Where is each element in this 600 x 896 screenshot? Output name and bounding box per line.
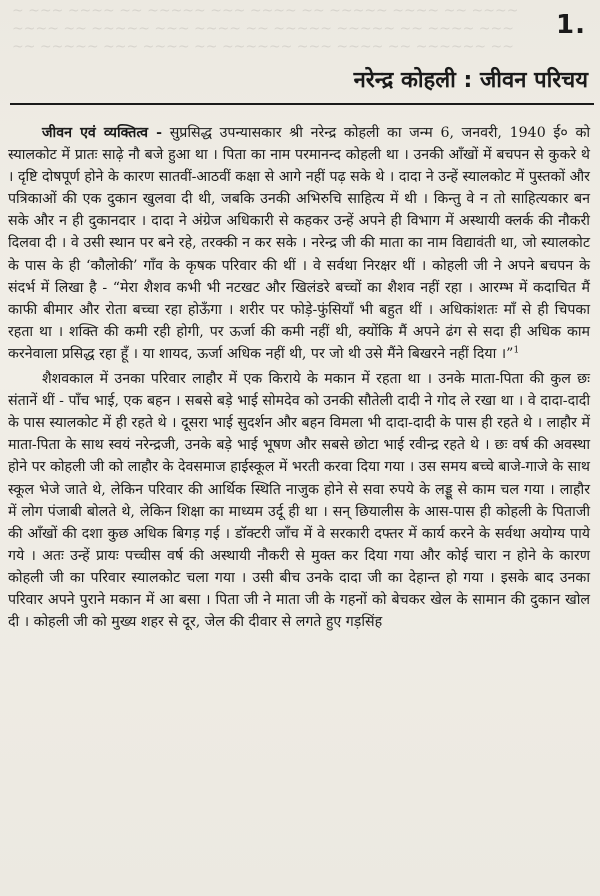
paragraph-2 — [8, 368, 590, 633]
paragraph-text: सुप्रसिद्ध उपन्यासकार श्री नरेन्द्र कोहली का जन्म 6, जनवरी, 1940 ई० को स्यालकोट में प्रातः साढ़े नौ बजे हुआ था । पिता का नाम परमानन्द कोहली था । उनकी आँखों में बचपन से कुकरे थे । दृष्टि दोषपूर्ण होने के कारण सातवीं-आठवीं कक्षा से आगे नहीं पढ़ सके थे । दादा ने उन्हें स्यालकोट में पुस्तकों और पत्रिकाओं की एक दुकान खुलवा दी थी, जबकि उनकी अभिरुचि साहित्य में थी । किन्तु वे न तो साहित्यकार बन सके और न ही दुकानदार । दादा ने अंग्रेज अधिकारी से कहकर उन्हें अपने ही विभाग में अस्थायी क्लर्क की नौकरी दिलवा दी । वे उसी स्थान पर बने रहे, तरक्की न कर सके । नरेन्द्र जी की माता का नाम विद्यावंती था, जो स्यालकोट के पास के ही ‘कौलोकी’ गाँव के कृषक परिवार की थीं । वे सर्वथा निरक्षर थीं । कोहली जी ने अपने बचपन के संदर्भ में लिखा है - “मेरा शैशव कभी भी नटखट और खिलंडरे बच्चों का शैशव नहीं रहा । आरम्भ में कदाचित मैं काफी बीमार और रोता बच्चा रहा होऊँगा । शरीर पर फोड़े-फुंसियाँ भी बहुत थीं । अधिकांशतः माँ से ही चिपका रहता था । शक्ति की कमी रही होगी, पर ऊर्जा की कमी नहीं थी, क्योंकि मैं अपने ढंग से सदा ही अधिक काम करनेवाला प्रसिद्ध रहा हूँ । या शायद, ऊर्जा अधिक नहीं थी, पर जो थी उसे मैंने बिखरने नहीं दिया ।” — [8, 125, 591, 362]
footnote-marker: 1 — [513, 345, 520, 356]
show-through-text: ~ ~~~ ~~~~ ~~ ~~~~~ ~~~ ~~~~ ~~ ~~~~~ ~~~~ ~~ ~~~~ ~~~~ ~~ ~~~~~ ~~~ ~~~~ ~~ ~~~~~ ~~~~~ ~~ ~~~~ ~~~ ~~ ~~~~~ ~~~ ~~~~ ~~ ~~~~~~ ~~~ ~~~~ ~~ ~~~~~~ ~~ — [12, 3, 519, 55]
paragraph-lead: जीवन एवं व्यक्तित्व - — [42, 125, 163, 141]
chapter-title: नरेन्द्र कोहली : जीवन परिचय — [353, 68, 588, 93]
paragraph-text: शैशवकाल में उनका परिवार लाहौर में एक किराये के मकान में रहता था । उनके माता-पिता की कुल छः संतानें थीं - पाँच भाई, एक बहन । सबसे बड़े भाई सोमदेव को उनकी सौतेली दादी ने गोद ले रखा था । वे दादा-दादी के पास स्यालकोट में ही रहते थे । दूसरा भाई सुदर्शन और बहन विमला भी दादा-दादी के पास ही रहते थे । लाहौर में माता-पिता के साथ स्वयं नरेन्द्रजी, उनके बड़े भाई भूषण और सबसे छोटा भाई रवीन्द्र रहते थे । छः वर्ष की अवस्था होने पर कोहली जी को लाहौर के देवसमाज हाईस्कूल में भरती करवा दिया गया । उस समय बच्चे बाजे-गाजे के साथ स्कूल भेजे जाते थे, लेकिन परिवार की आर्थिक स्थिति नाजुक होने से सवा रुपये के लड्डू से काम चल गया । लाहौर में लोग पंजाबी बोलते थे, लेकिन शिक्षा का माध्यम उर्दू ही था । सन् छियालीस के आस-पास ही कोहली के पिताजी की आँखों की दशा कुछ अधिक बिगड़ गई । डॉक्टरी जाँच में वे सरकारी दफ्तर में कार्य करने के सर्वथा अयोग्य पाये गये । अतः उन्हें प्रायः पच्चीस वर्ष की अस्थायी नौकरी से मुक्त कर दिया गया और कोई चारा न होने के कारण कोहली जी का परिवार स्यालकोट चला गया । उसी बीच उनके दादा जी का देहान्त हो गया । इसके बाद उनका परिवार अपने पुराने मकान में आ बसा । पिता जी ने माता जी के गहनों को बेचकर खेल के सामान की दुकान खोल दी । कोहली जी को मुख्य शहर से दूर, जेल की दीवार से लगते हुए गड़सिंह — [8, 371, 590, 631]
title-divider — [10, 103, 594, 105]
chapter-number: 1. — [556, 10, 586, 40]
body-text — [8, 122, 590, 633]
paragraph-1 — [8, 122, 590, 365]
